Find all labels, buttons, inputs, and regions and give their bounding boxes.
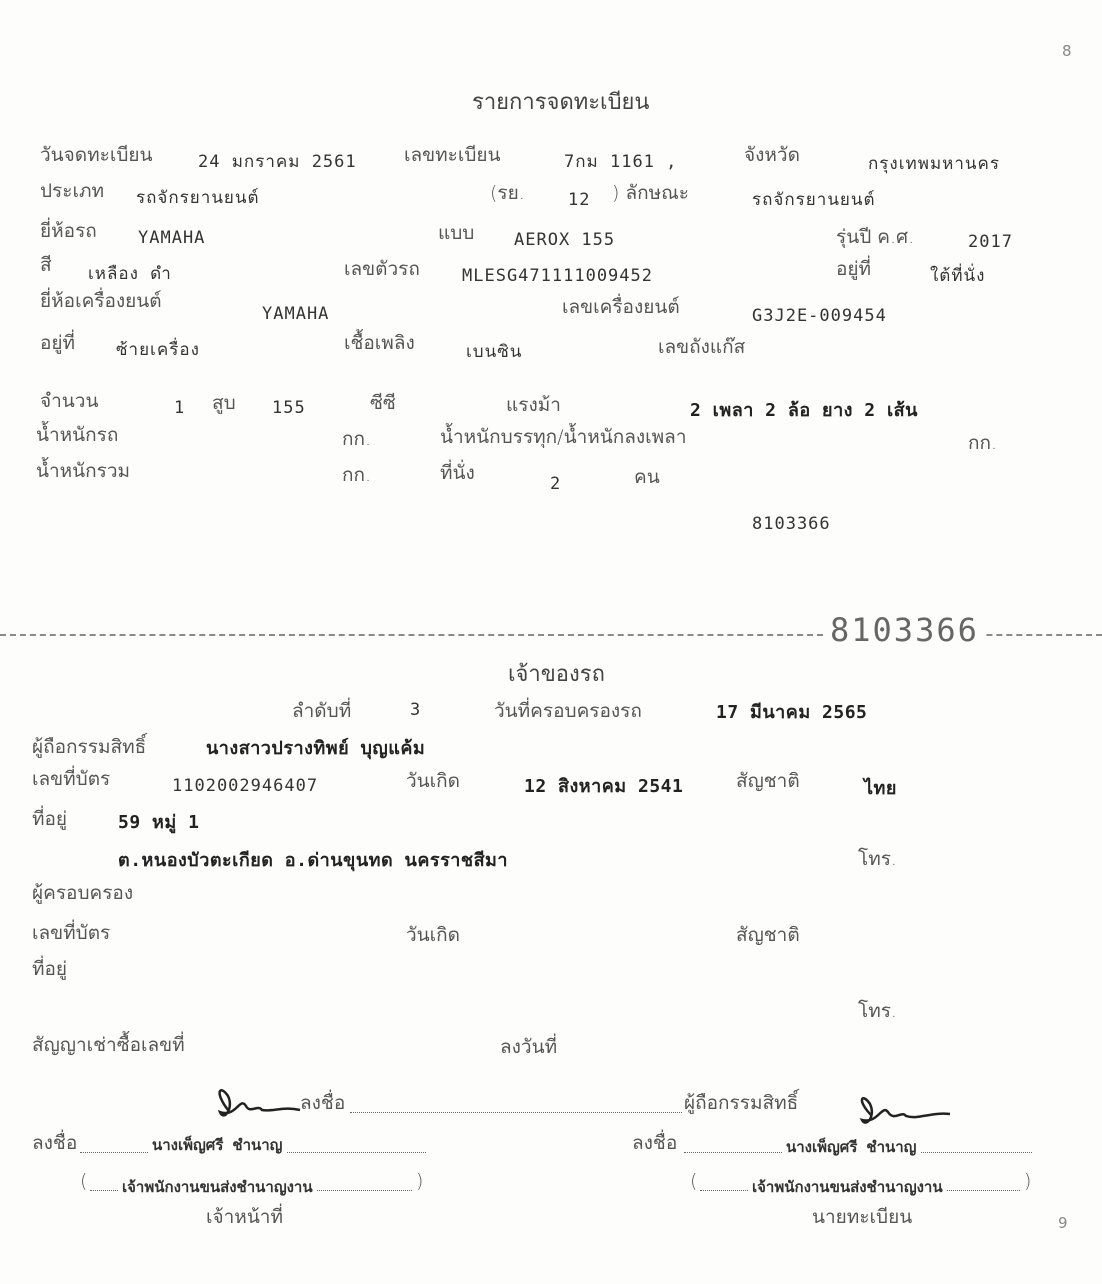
year-value: 2017 [968,232,1013,252]
possessor-address-label: ที่อยู่ [32,958,68,980]
birthdate-label: วันเกิด [406,770,460,792]
possessor-nationality-label: สัญชาติ [736,924,800,946]
engine-no-label: เลขเครื่องยนต์ [562,296,680,318]
engine-no-value: G3J2E-009454 [752,306,887,326]
province-label: จังหวัด [744,144,800,166]
owner-section-title: เจ้าของรถ [508,662,605,687]
registrar-role: นายทะเบียน [812,1206,913,1228]
nationality-label: สัญชาติ [736,770,800,792]
cc-value: 155 [272,398,306,418]
signature-dotted-line [350,1112,682,1113]
contract-date-label: ลงวันที่ [500,1036,558,1058]
officer-role: เจ้าหน้าที่ [206,1206,284,1228]
left-position: เจ้าพนักงานขนส่งชำนาญงาน [118,1180,317,1195]
page-number-bottom: 9 [1058,1214,1068,1232]
birthdate-value: 12 สิงหาคม 2541 [524,776,684,797]
chassis-location-value: ใต้ที่นั่ง [930,266,986,286]
owner-label: ผู้ถือกรรมสิทธิ์ [32,736,147,758]
owner-name: นางสาวปรางทิพย์ บุญแค้ม [206,738,426,759]
total-weight-label: น้ำหนักรวม [36,460,131,482]
cc-label: ซีซี [370,392,396,414]
type-label: ประเภท [40,180,105,202]
possession-date-label: วันที่ครอบครองรถ [494,700,642,722]
ry-label: (รย. [490,182,525,204]
chassis-value: MLESG471111009452 [462,266,653,286]
weight-unit-3: กก. [342,464,372,486]
possession-date-value: 17 มีนาคม 2565 [716,702,868,723]
hire-purchase-label: สัญญาเช่าซื้อเลขที่ [32,1034,185,1056]
model-value: AEROX 155 [514,230,616,250]
fuel-value: เบนซิน [466,342,523,362]
quantity-value: 1 [174,398,186,418]
id-card-value: 1102002946407 [172,776,319,796]
owner-signature [846,1090,956,1134]
seats-label: ที่นั่ง [440,462,475,484]
color-label: สี [40,254,52,276]
owner-witness-signature [206,1082,306,1128]
page-number-top: 8 [1062,42,1072,60]
right-position: เจ้าพนักงานขนส่งชำนาญงาน [748,1180,947,1195]
document-number-large: 8103366 [826,614,983,646]
telephone-label: โทร. [858,848,897,870]
weight-unit-2: กก. [968,432,998,454]
right-paren-close: ) [1024,1170,1032,1192]
weight-unit-1: กก. [342,428,372,450]
right-paren-open: ( [690,1170,698,1192]
plate-value: 7กม 1161 , [564,152,678,172]
style-value: รถจักรยานยนต์ [752,190,876,210]
possessor-label: ผู้ครอบครอง [32,882,134,904]
type-value: รถจักรยานยนต์ [136,188,260,208]
id-card-label: เลขที่บัตร [32,768,111,790]
holder-label: ผู้ถือกรรมสิทธิ์ [684,1092,799,1114]
possessor-birthdate-label: วันเกิด [406,924,460,946]
registration-title: รายการจดทะเบียน [472,90,650,115]
order-value: 3 [410,700,422,720]
left-sign-label: ลงชื่อ [32,1132,78,1154]
reg-date-value: 24 มกราคม 2561 [198,152,357,172]
gas-tank-label: เลขถังแก๊ส [658,336,746,358]
seats-value: 2 [550,474,562,494]
address-label: ที่อยู่ [32,808,68,830]
engine-brand-value: YAMAHA [262,304,330,324]
chassis-label: เลขตัวรถ [344,258,420,280]
sign-label: ลงชื่อ [300,1092,346,1114]
possessor-telephone-label: โทร. [858,1000,897,1022]
address-line-2: ต.หนองบัวตะเกียด อ.ด่านขุนทด นครราชสีมา [118,850,509,871]
ry-value: 12 [568,190,591,210]
year-label: รุ่นปี ค.ศ. [836,226,915,248]
address-line-1: 59 หมู่ 1 [118,812,200,833]
brand-value: YAMAHA [138,228,206,248]
document-number: 8103366 [752,514,831,534]
left-paren-close: ) [416,1170,424,1192]
horsepower-label: แรงม้า [506,394,561,416]
style-label: ) ลักษณะ [612,182,689,204]
possessor-id-label: เลขที่บัตร [32,922,111,944]
persons-label: คน [634,466,660,488]
chassis-location-label: อยู่ที่ [836,258,872,280]
brand-label: ยี่ห้อรถ [40,220,97,242]
color-value: เหลือง ดำ [88,264,172,284]
left-paren-open: ( [80,1170,88,1192]
nationality-value: ไทย [864,778,897,799]
plate-label: เลขทะเบียน [404,144,501,166]
quantity-label: จำนวน [40,390,99,412]
axle-info: 2 เพลา 2 ล้อ ยาง 2 เส้น [690,400,918,421]
model-label: แบบ [438,222,475,244]
province-value: กรุงเทพมหานคร [868,154,1001,174]
engine-location-label: อยู่ที่ [40,332,76,354]
right-sign-label: ลงชื่อ [632,1132,678,1154]
engine-brand-label: ยี่ห้อเครื่องยนต์ [40,290,162,312]
reg-date-label: วันจดทะเบียน [40,144,153,166]
load-weight-label: น้ำหนักบรรทุก/น้ำหนักลงเพลา [440,426,687,448]
engine-location-value: ซ้ายเครื่อง [116,340,200,360]
right-sign-name: นางเพ็ญศรี ชำนาญ [782,1140,920,1155]
left-sign-name: นางเพ็ญศรี ชำนาญ [148,1138,286,1153]
cylinder-label: สูบ [212,392,236,414]
order-label: ลำดับที่ [292,700,352,722]
fuel-label: เชื้อเพลิง [344,332,415,354]
vehicle-weight-label: น้ำหนักรถ [36,424,119,446]
